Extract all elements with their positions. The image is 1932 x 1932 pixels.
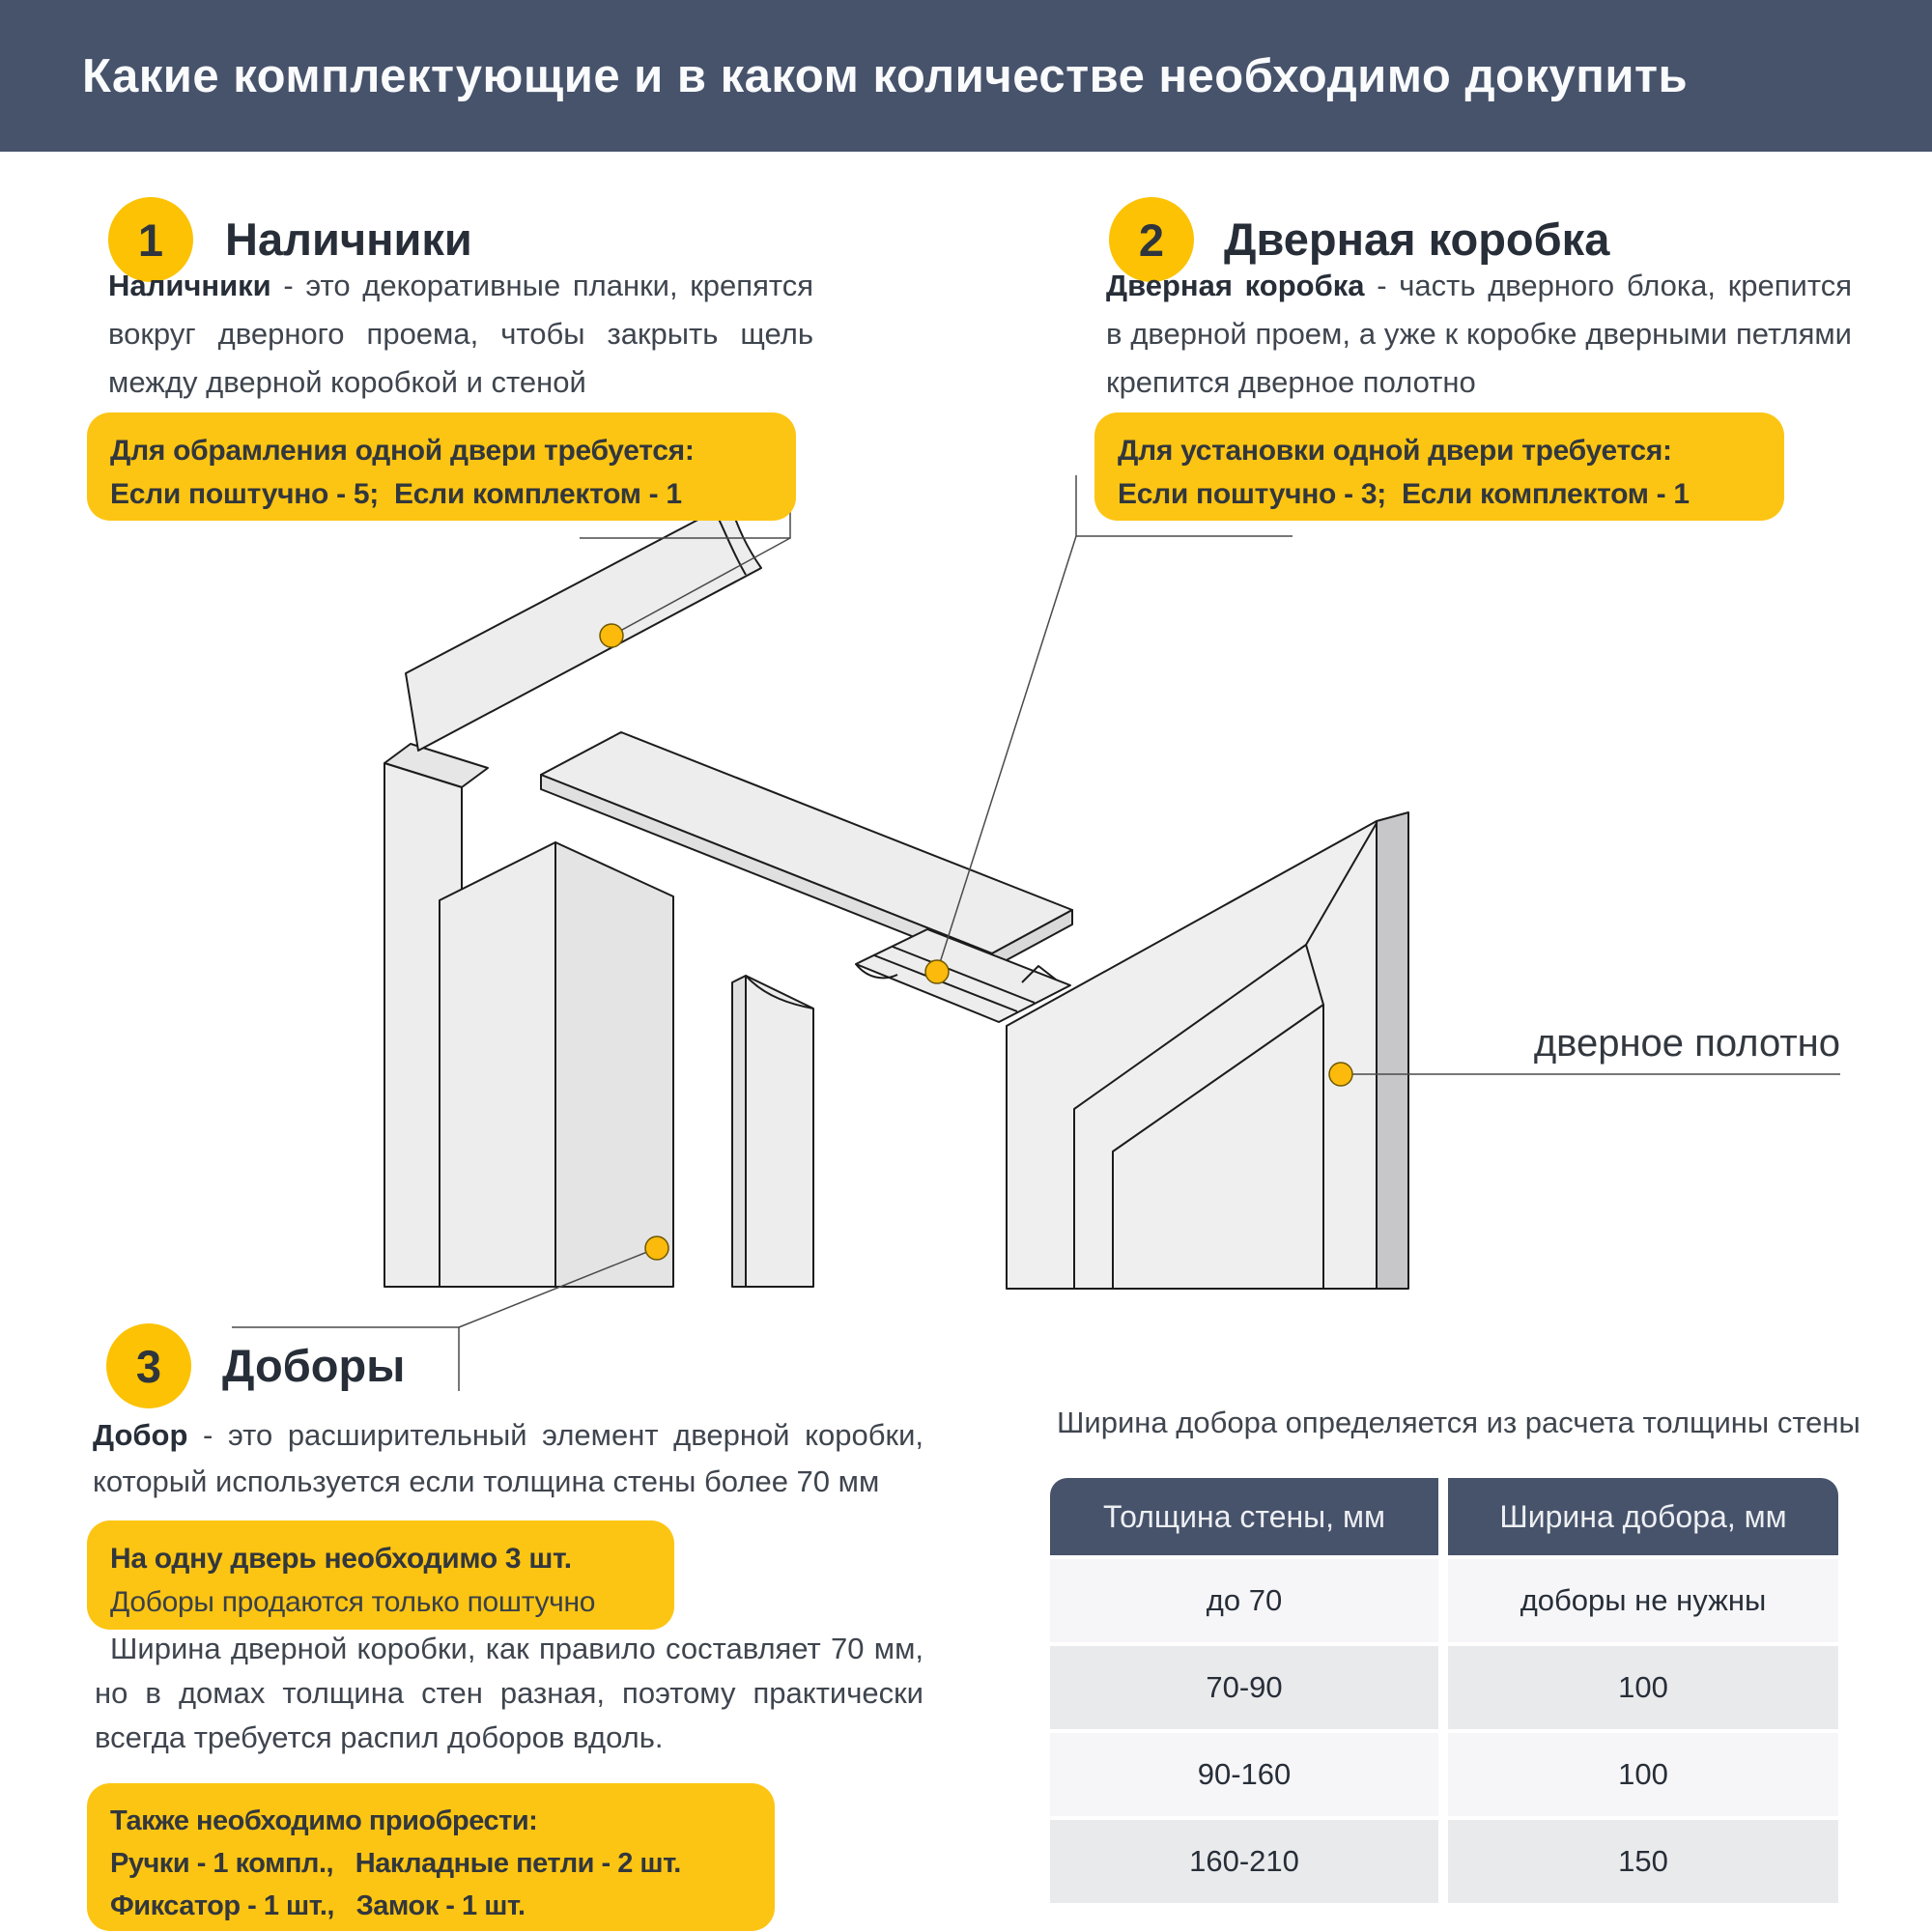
- table-cell: до 70: [1050, 1559, 1438, 1642]
- section1-description: [108, 262, 813, 407]
- marker-dot-architrave: [600, 624, 623, 647]
- section3-description-lead: Добор: [93, 1418, 188, 1452]
- section1-description-lead: Наличники: [108, 269, 271, 302]
- section3-paragraph2: Ширина дверной коробки, как правило составляет 70 мм, но в домах толщина стен разная, поэтому практически всегда требуется распил доборов вдоль.: [95, 1632, 923, 1754]
- table-caption: Ширина добора определяется из расчета толщины стены: [1057, 1406, 1861, 1439]
- section3-note-line1: На одну дверь необходимо 3 шт.: [110, 1543, 572, 1575]
- section2-number: 2: [1138, 213, 1165, 266]
- marker-dot-extension: [645, 1236, 668, 1260]
- table-cell: 160-210: [1050, 1820, 1438, 1903]
- section1-number: 1: [137, 213, 164, 266]
- section3-note-line2: Доборы продаются только поштучно: [110, 1586, 596, 1618]
- section2-title: Дверная коробка: [1224, 213, 1610, 265]
- frame-stile-front: [746, 976, 813, 1287]
- section1-note-line1: Для обрамления одной двери требуется:: [110, 435, 695, 467]
- table-cell: доборы не нужны: [1448, 1559, 1838, 1642]
- door-leaf-label: дверное полотно: [1533, 1022, 1840, 1065]
- extension-panel-right-face: [555, 842, 673, 1287]
- section2-description-lead: Дверная коробка: [1106, 269, 1365, 302]
- table-cell: 100: [1448, 1646, 1838, 1729]
- section2-note-line2: Если поштучно - 3; Если комплектом - 1: [1118, 478, 1690, 510]
- page-title: Какие комплектующие и в каком количестве необходимо докупить: [82, 49, 1689, 102]
- extension-width-table: [1050, 1478, 1838, 1903]
- section3-description: [93, 1412, 923, 1505]
- architrave-top-plank: [406, 503, 761, 751]
- section3-number-badge: [106, 1323, 191, 1408]
- extension-panel-left-face: [440, 842, 555, 1287]
- section1-note-line2: Если поштучно - 5; Если комплектом - 1: [110, 478, 682, 510]
- buy-box-line1: Ручки - 1 компл., Накладные петли - 2 шт.: [110, 1848, 681, 1879]
- section1-note-box: [87, 412, 796, 521]
- section3-title: Доборы: [222, 1340, 406, 1391]
- table-cell: 100: [1448, 1733, 1838, 1816]
- marker-dot-frame: [925, 960, 949, 983]
- section3-buy-box: [87, 1783, 775, 1931]
- table-cell: 70-90: [1050, 1646, 1438, 1729]
- table-cell: 90-160: [1050, 1733, 1438, 1816]
- section1-description-rest: - это декоративные планки, крепятся вокруг дверного проема, чтобы закрыть щель между дверной коробкой и стеной: [108, 269, 813, 399]
- buy-box-line2: Фиксатор - 1 шт., Замок - 1 шт.: [110, 1890, 526, 1921]
- table-header-wall-thickness: Толщина стены, мм: [1050, 1478, 1438, 1555]
- section2-note-box: [1094, 412, 1784, 521]
- section3-note-box: [87, 1520, 674, 1630]
- frame-stile-side: [732, 976, 746, 1287]
- section3-description-rest: - это расширительный элемент дверной коробки, который используется если толщина стены более 70 мм: [93, 1418, 923, 1498]
- section2-description-rest: - часть дверного блока, крепится в дверной проем, а уже к коробке дверными петлями крепится дверное полотно: [1106, 269, 1852, 399]
- marker-dot-door-leaf: [1329, 1063, 1352, 1086]
- section2-note-line1: Для установки одной двери требуется:: [1118, 435, 1672, 467]
- table-cell: 150: [1448, 1820, 1838, 1903]
- section2-description: [1106, 262, 1852, 407]
- page-header: [0, 0, 1932, 152]
- section1-title: Наличники: [225, 213, 472, 265]
- table-header-extension-width: Ширина добора, мм: [1448, 1478, 1838, 1555]
- door-leaf-front: [1007, 821, 1377, 1289]
- section3-number: 3: [135, 1340, 162, 1392]
- buy-box-title: Также необходимо приобрести:: [110, 1805, 538, 1836]
